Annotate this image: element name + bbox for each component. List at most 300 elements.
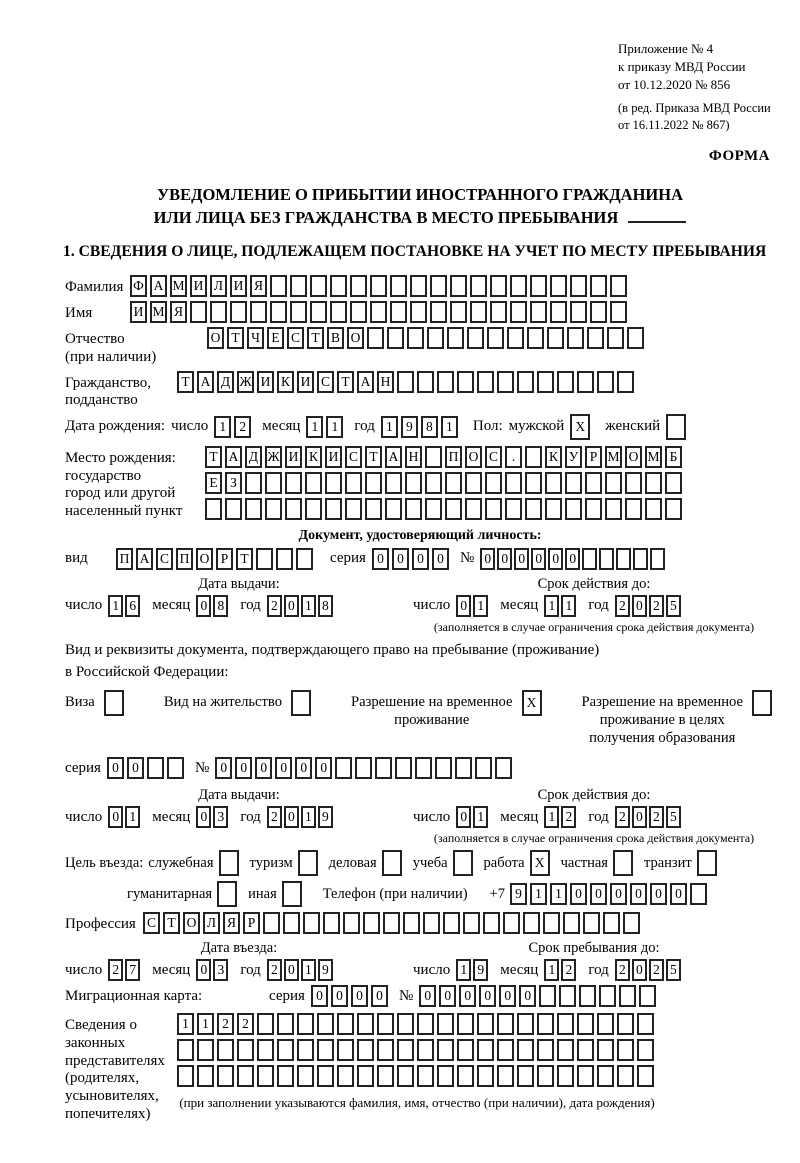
char-cell[interactable]: 1 [125, 806, 140, 828]
char-cell[interactable] [445, 498, 462, 520]
char-cell[interactable]: 0 [372, 548, 389, 570]
char-cell[interactable] [430, 275, 447, 297]
char-cell[interactable] [557, 1013, 574, 1035]
char-cell[interactable] [545, 472, 562, 494]
char-cell[interactable]: 0 [196, 595, 211, 617]
char-cell[interactable] [217, 1065, 234, 1087]
char-cell[interactable] [547, 327, 564, 349]
char-cell[interactable]: 0 [456, 806, 471, 828]
char-cell[interactable]: 2 [615, 959, 630, 981]
char-cell[interactable]: С [143, 912, 160, 934]
char-cell[interactable]: Ч [247, 327, 264, 349]
char-cell[interactable]: О [347, 327, 364, 349]
char-cell[interactable] [407, 327, 424, 349]
char-cell[interactable]: Ф [130, 275, 147, 297]
char-cell[interactable] [627, 327, 644, 349]
char-cell[interactable] [550, 275, 567, 297]
char-cell[interactable]: А [225, 446, 242, 468]
char-cell[interactable]: 2 [561, 959, 576, 981]
char-cell[interactable]: 1 [473, 806, 488, 828]
char-cell[interactable]: 0 [432, 548, 449, 570]
char-cell[interactable]: 2 [649, 595, 664, 617]
char-cell[interactable] [417, 1013, 434, 1035]
char-cell[interactable]: 0 [331, 985, 348, 1007]
char-cell[interactable] [385, 498, 402, 520]
char-cell[interactable] [525, 472, 542, 494]
char-cell[interactable] [475, 757, 492, 779]
char-cell[interactable]: И [130, 301, 147, 323]
char-cell[interactable]: А [150, 275, 167, 297]
char-cell[interactable] [597, 1065, 614, 1087]
char-cell[interactable] [285, 498, 302, 520]
char-cell[interactable] [545, 498, 562, 520]
char-cell[interactable] [355, 757, 372, 779]
char-cell[interactable] [617, 1065, 634, 1087]
char-cell[interactable]: П [445, 446, 462, 468]
char-cell[interactable] [377, 1013, 394, 1035]
char-cell[interactable] [298, 850, 318, 876]
char-cell[interactable] [537, 1039, 554, 1061]
char-cell[interactable]: 0 [107, 757, 124, 779]
char-cell[interactable] [490, 301, 507, 323]
char-cell[interactable] [217, 881, 237, 907]
char-cell[interactable] [505, 498, 522, 520]
char-cell[interactable]: 5 [666, 959, 681, 981]
char-cell[interactable]: 0 [632, 959, 647, 981]
char-cell[interactable] [517, 1039, 534, 1061]
char-cell[interactable]: Л [203, 912, 220, 934]
char-cell[interactable] [317, 1065, 334, 1087]
char-cell[interactable] [697, 850, 717, 876]
char-cell[interactable]: 8 [318, 595, 333, 617]
char-cell[interactable] [617, 1013, 634, 1035]
char-cell[interactable]: 0 [570, 883, 587, 905]
char-cell[interactable] [583, 912, 600, 934]
char-cell[interactable]: О [183, 912, 200, 934]
char-cell[interactable]: 1 [214, 416, 231, 438]
char-cell[interactable] [147, 757, 164, 779]
char-cell[interactable] [455, 757, 472, 779]
char-cell[interactable] [443, 912, 460, 934]
char-cell[interactable] [415, 757, 432, 779]
char-cell[interactable]: И [230, 275, 247, 297]
char-cell[interactable]: 0 [412, 548, 429, 570]
char-cell[interactable]: Т [227, 327, 244, 349]
char-cell[interactable]: Т [337, 371, 354, 393]
char-cell[interactable] [237, 1039, 254, 1061]
char-cell[interactable] [487, 327, 504, 349]
char-cell[interactable]: Т [205, 446, 222, 468]
char-cell[interactable] [539, 985, 556, 1007]
char-cell[interactable] [417, 1065, 434, 1087]
char-cell[interactable] [370, 275, 387, 297]
char-cell[interactable] [590, 275, 607, 297]
char-cell[interactable] [570, 275, 587, 297]
char-cell[interactable] [437, 1039, 454, 1061]
char-cell[interactable]: 2 [649, 806, 664, 828]
char-cell[interactable] [477, 1039, 494, 1061]
char-cell[interactable] [607, 327, 624, 349]
char-cell[interactable]: Т [177, 371, 194, 393]
char-cell[interactable] [410, 275, 427, 297]
char-cell[interactable] [210, 301, 227, 323]
char-cell[interactable] [325, 498, 342, 520]
char-cell[interactable]: 5 [666, 806, 681, 828]
char-cell[interactable]: И [257, 371, 274, 393]
char-cell[interactable] [550, 301, 567, 323]
char-cell[interactable] [437, 1013, 454, 1035]
char-cell[interactable]: X [530, 850, 550, 876]
char-cell[interactable]: 0 [497, 548, 512, 570]
char-cell[interactable] [610, 301, 627, 323]
char-cell[interactable] [335, 757, 352, 779]
char-cell[interactable] [345, 472, 362, 494]
char-cell[interactable]: 1 [177, 1013, 194, 1035]
char-cell[interactable]: 0 [456, 595, 471, 617]
char-cell[interactable]: К [545, 446, 562, 468]
char-cell[interactable]: 2 [267, 806, 282, 828]
char-cell[interactable]: Т [307, 327, 324, 349]
char-cell[interactable] [365, 498, 382, 520]
char-cell[interactable]: 2 [267, 959, 282, 981]
char-cell[interactable] [245, 498, 262, 520]
char-cell[interactable]: 0 [439, 985, 456, 1007]
char-cell[interactable]: С [317, 371, 334, 393]
char-cell[interactable] [325, 472, 342, 494]
char-cell[interactable] [450, 275, 467, 297]
char-cell[interactable]: И [325, 446, 342, 468]
char-cell[interactable]: 0 [632, 595, 647, 617]
char-cell[interactable] [197, 1065, 214, 1087]
char-cell[interactable] [395, 757, 412, 779]
char-cell[interactable]: М [170, 275, 187, 297]
char-cell[interactable] [605, 472, 622, 494]
char-cell[interactable] [363, 912, 380, 934]
char-cell[interactable]: 2 [615, 806, 630, 828]
char-cell[interactable] [637, 1039, 654, 1061]
char-cell[interactable]: О [207, 327, 224, 349]
char-cell[interactable] [337, 1013, 354, 1035]
char-cell[interactable]: 0 [371, 985, 388, 1007]
char-cell[interactable] [405, 472, 422, 494]
char-cell[interactable] [285, 472, 302, 494]
char-cell[interactable] [263, 912, 280, 934]
char-cell[interactable]: 2 [217, 1013, 234, 1035]
char-cell[interactable] [357, 1039, 374, 1061]
char-cell[interactable] [330, 301, 347, 323]
char-cell[interactable] [303, 912, 320, 934]
char-cell[interactable]: 0 [630, 883, 647, 905]
char-cell[interactable] [483, 912, 500, 934]
char-cell[interactable]: Т [365, 446, 382, 468]
char-cell[interactable] [297, 1039, 314, 1061]
char-cell[interactable]: О [625, 446, 642, 468]
char-cell[interactable]: 1 [561, 595, 576, 617]
char-cell[interactable]: З [225, 472, 242, 494]
char-cell[interactable]: 1 [306, 416, 323, 438]
char-cell[interactable] [357, 1013, 374, 1035]
char-cell[interactable]: 2 [108, 959, 123, 981]
char-cell[interactable]: Н [405, 446, 422, 468]
char-cell[interactable] [345, 498, 362, 520]
char-cell[interactable] [405, 498, 422, 520]
char-cell[interactable] [752, 690, 772, 716]
char-cell[interactable]: М [645, 446, 662, 468]
char-cell[interactable]: Я [223, 912, 240, 934]
char-cell[interactable] [397, 1013, 414, 1035]
char-cell[interactable]: У [565, 446, 582, 468]
char-cell[interactable]: 9 [473, 959, 488, 981]
char-cell[interactable]: М [605, 446, 622, 468]
char-cell[interactable] [310, 275, 327, 297]
char-cell[interactable]: 1 [301, 595, 316, 617]
char-cell[interactable] [587, 327, 604, 349]
char-cell[interactable]: 0 [650, 883, 667, 905]
char-cell[interactable] [485, 498, 502, 520]
char-cell[interactable] [225, 498, 242, 520]
char-cell[interactable] [505, 472, 522, 494]
char-cell[interactable] [265, 472, 282, 494]
char-cell[interactable] [557, 371, 574, 393]
char-cell[interactable] [537, 1013, 554, 1035]
char-cell[interactable]: 1 [301, 959, 316, 981]
char-cell[interactable] [613, 850, 633, 876]
char-cell[interactable]: 0 [392, 548, 409, 570]
char-cell[interactable] [425, 446, 442, 468]
char-cell[interactable] [530, 275, 547, 297]
char-cell[interactable] [582, 548, 597, 570]
char-cell[interactable] [599, 548, 614, 570]
char-cell[interactable] [559, 985, 576, 1007]
char-cell[interactable] [690, 883, 707, 905]
char-cell[interactable]: О [465, 446, 482, 468]
char-cell[interactable]: 0 [419, 985, 436, 1007]
char-cell[interactable] [577, 1065, 594, 1087]
char-cell[interactable]: Е [205, 472, 222, 494]
char-cell[interactable] [517, 371, 534, 393]
char-cell[interactable] [377, 1065, 394, 1087]
char-cell[interactable] [537, 371, 554, 393]
char-cell[interactable] [383, 912, 400, 934]
char-cell[interactable]: И [297, 371, 314, 393]
char-cell[interactable]: С [345, 446, 362, 468]
char-cell[interactable]: 1 [381, 416, 398, 438]
char-cell[interactable] [310, 301, 327, 323]
char-cell[interactable] [645, 498, 662, 520]
char-cell[interactable]: 0 [565, 548, 580, 570]
char-cell[interactable] [190, 301, 207, 323]
char-cell[interactable]: С [287, 327, 304, 349]
char-cell[interactable]: 0 [196, 959, 211, 981]
char-cell[interactable] [457, 1065, 474, 1087]
char-cell[interactable] [256, 548, 273, 570]
char-cell[interactable]: 2 [649, 959, 664, 981]
char-cell[interactable] [317, 1039, 334, 1061]
char-cell[interactable]: Д [245, 446, 262, 468]
char-cell[interactable] [457, 1013, 474, 1035]
char-cell[interactable] [397, 371, 414, 393]
char-cell[interactable] [390, 275, 407, 297]
char-cell[interactable]: 0 [548, 548, 563, 570]
char-cell[interactable]: 1 [456, 959, 471, 981]
char-cell[interactable] [490, 275, 507, 297]
char-cell[interactable] [450, 301, 467, 323]
char-cell[interactable]: 0 [531, 548, 546, 570]
char-cell[interactable] [425, 472, 442, 494]
char-cell[interactable] [605, 498, 622, 520]
char-cell[interactable]: А [357, 371, 374, 393]
char-cell[interactable] [365, 472, 382, 494]
char-cell[interactable]: А [136, 548, 153, 570]
char-cell[interactable]: 8 [421, 416, 438, 438]
char-cell[interactable] [666, 414, 686, 440]
char-cell[interactable]: 0 [590, 883, 607, 905]
char-cell[interactable] [530, 301, 547, 323]
char-cell[interactable]: И [285, 446, 302, 468]
char-cell[interactable]: 0 [499, 985, 516, 1007]
char-cell[interactable]: 0 [196, 806, 211, 828]
char-cell[interactable] [517, 1013, 534, 1035]
char-cell[interactable]: Д [217, 371, 234, 393]
char-cell[interactable] [350, 275, 367, 297]
char-cell[interactable]: 9 [318, 959, 333, 981]
char-cell[interactable] [477, 1065, 494, 1087]
char-cell[interactable] [437, 371, 454, 393]
char-cell[interactable] [283, 912, 300, 934]
char-cell[interactable] [507, 327, 524, 349]
char-cell[interactable]: 1 [544, 595, 559, 617]
char-cell[interactable] [305, 498, 322, 520]
char-cell[interactable]: 2 [615, 595, 630, 617]
char-cell[interactable]: С [156, 548, 173, 570]
char-cell[interactable] [617, 1039, 634, 1061]
char-cell[interactable]: 0 [519, 985, 536, 1007]
char-cell[interactable]: 9 [510, 883, 527, 905]
char-cell[interactable]: 0 [255, 757, 272, 779]
char-cell[interactable]: 1 [473, 595, 488, 617]
char-cell[interactable] [282, 881, 302, 907]
char-cell[interactable] [447, 327, 464, 349]
char-cell[interactable] [375, 757, 392, 779]
char-cell[interactable] [270, 301, 287, 323]
char-cell[interactable]: Е [267, 327, 284, 349]
char-cell[interactable] [237, 1065, 254, 1087]
char-cell[interactable]: Л [210, 275, 227, 297]
char-cell[interactable]: 0 [480, 548, 495, 570]
char-cell[interactable] [343, 912, 360, 934]
char-cell[interactable] [423, 912, 440, 934]
char-cell[interactable]: 6 [125, 595, 140, 617]
char-cell[interactable] [435, 757, 452, 779]
char-cell[interactable]: 2 [237, 1013, 254, 1035]
char-cell[interactable]: Я [170, 301, 187, 323]
char-cell[interactable]: А [197, 371, 214, 393]
char-cell[interactable]: Р [243, 912, 260, 934]
char-cell[interactable] [265, 498, 282, 520]
char-cell[interactable] [337, 1039, 354, 1061]
char-cell[interactable] [497, 1039, 514, 1061]
char-cell[interactable] [390, 301, 407, 323]
char-cell[interactable]: 0 [108, 806, 123, 828]
char-cell[interactable] [565, 472, 582, 494]
char-cell[interactable] [517, 1065, 534, 1087]
char-cell[interactable] [453, 850, 473, 876]
char-cell[interactable] [291, 690, 311, 716]
char-cell[interactable]: 2 [234, 416, 251, 438]
char-cell[interactable] [367, 327, 384, 349]
char-cell[interactable]: П [176, 548, 193, 570]
char-cell[interactable] [503, 912, 520, 934]
char-cell[interactable]: . [505, 446, 522, 468]
char-cell[interactable] [427, 327, 444, 349]
char-cell[interactable] [230, 301, 247, 323]
char-cell[interactable] [317, 1013, 334, 1035]
char-cell[interactable]: А [385, 446, 402, 468]
char-cell[interactable] [370, 301, 387, 323]
char-cell[interactable] [465, 472, 482, 494]
char-cell[interactable] [397, 1039, 414, 1061]
char-cell[interactable] [567, 327, 584, 349]
char-cell[interactable] [585, 498, 602, 520]
char-cell[interactable] [465, 498, 482, 520]
char-cell[interactable]: 1 [544, 959, 559, 981]
char-cell[interactable] [219, 850, 239, 876]
char-cell[interactable] [525, 498, 542, 520]
char-cell[interactable]: 2 [561, 806, 576, 828]
char-cell[interactable] [257, 1065, 274, 1087]
char-cell[interactable]: 3 [213, 959, 228, 981]
char-cell[interactable]: Р [585, 446, 602, 468]
char-cell[interactable]: 0 [275, 757, 292, 779]
char-cell[interactable] [585, 472, 602, 494]
char-cell[interactable] [245, 472, 262, 494]
char-cell[interactable] [619, 985, 636, 1007]
char-cell[interactable] [270, 275, 287, 297]
char-cell[interactable]: 1 [326, 416, 343, 438]
char-cell[interactable]: X [522, 690, 542, 716]
char-cell[interactable] [637, 1013, 654, 1035]
char-cell[interactable] [525, 446, 542, 468]
char-cell[interactable]: 0 [215, 757, 232, 779]
char-cell[interactable]: К [277, 371, 294, 393]
char-cell[interactable] [527, 327, 544, 349]
char-cell[interactable]: Т [163, 912, 180, 934]
char-cell[interactable]: 3 [213, 806, 228, 828]
char-cell[interactable]: 2 [267, 595, 282, 617]
char-cell[interactable] [290, 275, 307, 297]
char-cell[interactable] [397, 1065, 414, 1087]
char-cell[interactable] [385, 472, 402, 494]
char-cell[interactable] [597, 1039, 614, 1061]
char-cell[interactable] [537, 1065, 554, 1087]
char-cell[interactable] [470, 275, 487, 297]
char-cell[interactable] [104, 690, 124, 716]
char-cell[interactable] [477, 371, 494, 393]
char-cell[interactable]: 0 [610, 883, 627, 905]
char-cell[interactable] [463, 912, 480, 934]
char-cell[interactable]: М [150, 301, 167, 323]
char-cell[interactable] [417, 1039, 434, 1061]
char-cell[interactable] [495, 757, 512, 779]
char-cell[interactable] [497, 371, 514, 393]
char-cell[interactable]: С [485, 446, 502, 468]
char-cell[interactable]: О [196, 548, 213, 570]
char-cell[interactable] [297, 1065, 314, 1087]
char-cell[interactable]: 1 [441, 416, 458, 438]
char-cell[interactable]: X [570, 414, 590, 440]
char-cell[interactable] [350, 301, 367, 323]
char-cell[interactable] [565, 498, 582, 520]
